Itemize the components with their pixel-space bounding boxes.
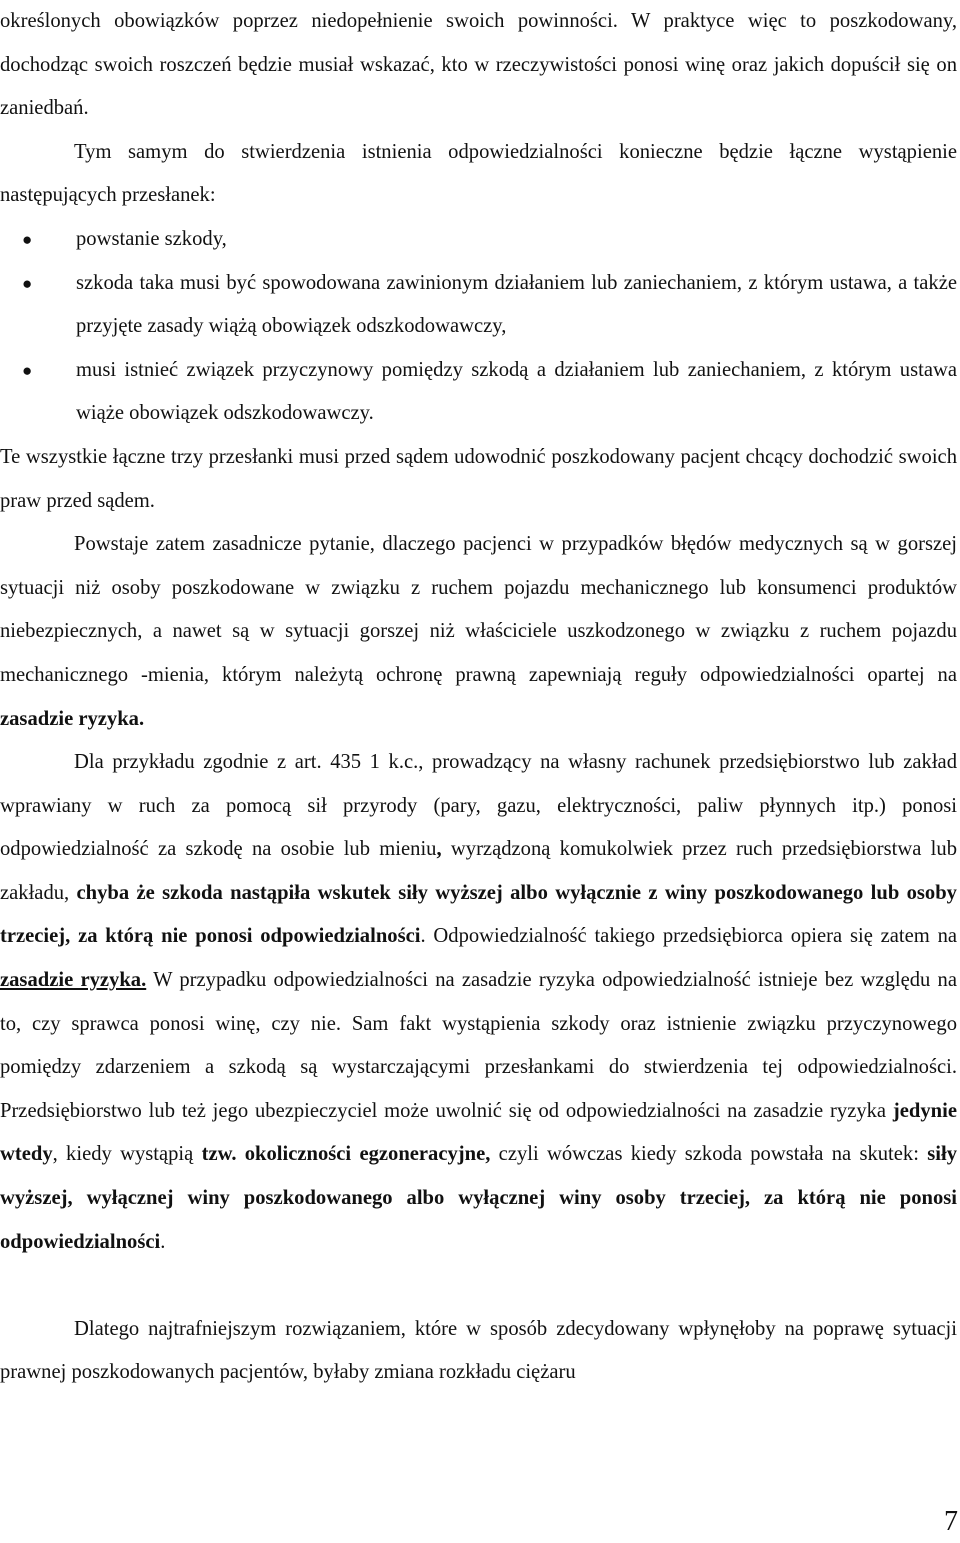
paragraph-text: Dlatego najtrafniejszym rozwiązaniem, które w sposób zdecydowany wpłynęłoby na poprawę sytuacji prawnej poszkodowanych pacjentów, byłaby zmiana rozkładu ciężaru — [0, 1317, 957, 1384]
paragraph-text: Dla przykładu zgodnie z art. 435 — [74, 751, 370, 774]
bold-text: zasadzie ryzyka. — [0, 707, 145, 730]
paragraph-text: wyrządzoną komukolwiek przez ruch przedsiębiorstwa lub zakładu, — [0, 838, 957, 904]
prerequisites-list — [0, 218, 957, 436]
bold-text: jedynie wtedy — [0, 1099, 957, 1166]
paragraph-text: czyli wówczas kiedy szkoda powstała na skutek: — [490, 1143, 928, 1166]
paragraph-gap — [0, 1264, 957, 1308]
paragraph-text: określonych obowiązków poprzez niedopełnienie swoich powinności. W praktyce więc to poszkodowany, dochodząc swoich roszczeń będzie musiał wskazać, kto w rzeczywistości ponosi winę oraz jakich dopuścił się on zaniedbań. — [0, 10, 957, 120]
bullet-icon: ● — [22, 229, 33, 249]
paragraph-question — [0, 523, 957, 741]
paragraph-prerequisites — [0, 131, 957, 218]
bold-underlined-text: zasadzie ryzyka. — [0, 969, 147, 992]
bold-text: tzw. okoliczności egzoneracyjne, — [201, 1143, 491, 1166]
list-item-text: szkoda taka musi być spowodowana zawinionym działaniem lub zaniechaniem, z którym ustawa, a także przyjęte zasady wiążą obowiązek odszkodowawczy, — [76, 271, 957, 338]
paragraph-conclusion — [0, 1308, 957, 1395]
bold-text: , — [436, 838, 442, 861]
list-item — [0, 349, 957, 436]
paragraph-text: . Odpowiedzialność takiego przedsiębiorca opiera się zatem na — [420, 925, 958, 948]
paragraph-proof — [0, 436, 957, 523]
paragraph-text: , kiedy wystąpią — [52, 1143, 202, 1166]
paragraph-intro — [0, 0, 957, 131]
paragraph-text: W przypadku odpowiedzialności na zasadzie ryzyka odpowiedzialność istnieje bez względu na to, czy sprawca ponosi winę, czy nie. Sam fakt wystąpienia szkody oraz istnienie związku przyczynowego pomiędzy zdarzeniem a szkodą są wystarczającymi przesłankami do stwierdzenia tej odpowiedzialności. Przedsiębiorstwo lub też jego ubezpieczyciel może uwolnić się od odpowiedzialności na zasadzie ryzyka — [0, 969, 957, 1122]
list-item-text: powstanie szkody, — [76, 227, 227, 250]
paragraph-text: 1 k.c., prowadzący na własny rachunek przedsiębiorstwo lub zakład wprawiany w ruch za pomocą sił przyrody (pary, gazu, elektryczności, paliw płynnych itp.) ponosi odpowiedzialność za szkodę na osobie lub mieniu — [0, 751, 957, 861]
paragraph-example — [0, 741, 957, 1264]
page-number: 7 — [944, 1506, 958, 1537]
bold-text: chyba że szkoda nastąpiła wskutek siły wyższej albo wyłącznie z winy poszkodowanego lub osoby trzeciej, za którą nie ponosi odpowiedzialności — [0, 881, 957, 948]
bullet-icon: ● — [22, 360, 33, 380]
bold-text: siły wyższej, wyłącznej winy poszkodowanego albo wyłącznej winy osoby trzeciej, za którą nie ponosi odpowiedzialności — [0, 1143, 957, 1253]
list-item — [0, 218, 957, 262]
paragraph-text: . — [160, 1230, 166, 1253]
paragraph-text: Powstaje zatem zasadnicze pytanie, dlaczego pacjenci w przypadków błędów medycznych są w gorszej sytuacji niż osoby poszkodowane w związku z ruchem pojazdu mechanicznego lub konsumenci produktów niebezpiecznych, a nawet są w sytuacji gorszej niż właściciele uszkodzonego w związku z ruchem pojazdu mechanicznego -mienia, którym należytą ochronę prawną zapewniają reguły odpowiedzialności opartej na — [0, 533, 957, 686]
paragraph-text: Tym samym do stwierdzenia istnienia odpowiedzialności konieczne będzie łączne wystąpienie następujących przesłanek: — [0, 140, 957, 207]
bullet-icon: ● — [22, 273, 33, 293]
list-item-text: musi istnieć związek przyczynowy pomiędzy szkodą a działaniem lub zaniechaniem, z którym ustawa wiąże obowiązek odszkodowawczy. — [76, 358, 957, 425]
paragraph-text: Te wszystkie łączne trzy przesłanki musi przed sądem udowodnić poszkodowany pacjent chcący dochodzić swoich praw przed sądem. — [0, 445, 957, 512]
list-item — [0, 262, 957, 349]
